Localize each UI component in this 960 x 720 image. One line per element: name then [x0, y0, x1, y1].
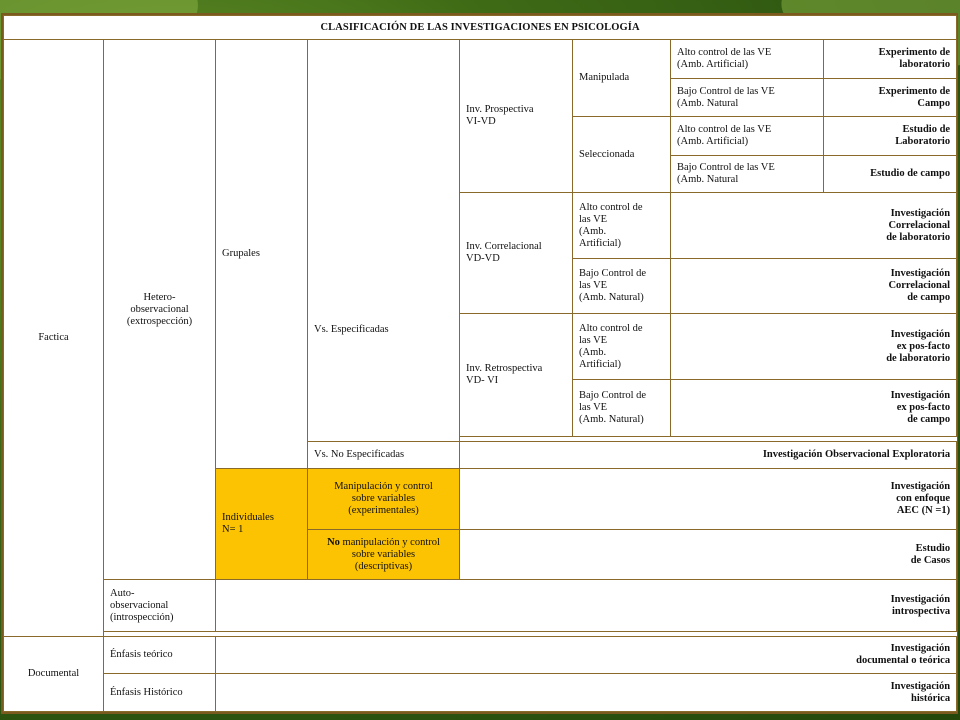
control-corr-bajo: Bajo Control de las VE (Amb. Natural) [573, 259, 671, 314]
result-observacional-exploratoria: Investigación Observacional Exploratoria [460, 442, 957, 469]
classification-table-frame [1, 13, 958, 714]
category-enfasis-teorico: Énfasis teórico [104, 637, 216, 674]
category-vs-no-especificadas: Vs. No Especificadas [308, 442, 460, 469]
control-alto-artificial: Alto control de las VE (Amb. Artificial) [671, 40, 824, 79]
control-corr-alto: Alto control de las VE (Amb. Artificial) [573, 193, 671, 259]
category-individuales: Individuales N= 1 [216, 469, 308, 580]
result-experimento-laboratorio: Experimento de laboratorio [824, 40, 957, 79]
category-enfasis-historico: Énfasis Histórico [104, 674, 216, 712]
result-expos-laboratorio: Investigación ex pos-facto de laboratorio [671, 314, 957, 380]
category-hetero-observacional: Hetero- observacional (extrospección) [104, 40, 216, 580]
control-retro-bajo: Bajo Control de las VE (Amb. Natural) [573, 380, 671, 437]
inv-correlacional: Inv. Correlacional VD-VD [460, 193, 573, 314]
result-estudio-campo: Estudio de campo [824, 156, 957, 193]
control-retro-alto: Alto control de las VE (Amb. Artificial) [573, 314, 671, 380]
result-enfoque-aec: Investigación con enfoque AEC (N =1) [460, 469, 957, 530]
inv-retrospectiva: Inv. Retrospectiva VD- VI [460, 314, 573, 437]
category-documental: Documental [4, 637, 104, 712]
table-title: CLASIFICACIÓN DE LAS INVESTIGACIONES EN PSICOLOGÍA [4, 16, 957, 40]
inv-prospectiva: Inv. Prospectiva VI-VD [460, 40, 573, 193]
result-expos-campo: Investigación ex pos-facto de campo [671, 380, 957, 437]
result-correlacional-campo: Investigación Correlacional de campo [671, 259, 957, 314]
category-no-manipulacion: No manipulación y control sobre variables (descriptivas) [308, 530, 460, 580]
control-bajo-natural-2: Bajo Control de las VE (Amb. Natural [671, 156, 824, 193]
category-factica: Factica [4, 40, 104, 637]
var-seleccionada: Seleccionada [573, 117, 671, 193]
result-estudio-casos: Estudio de Casos [460, 530, 957, 580]
control-bajo-natural: Bajo Control de las VE (Amb. Natural [671, 79, 824, 117]
result-documental-teorica: Investigación documental o teórica [216, 637, 957, 674]
category-manipulacion-control: Manipulación y control sobre variables (experimentales) [308, 469, 460, 530]
var-manipulada: Manipulada [573, 40, 671, 117]
category-grupales: Grupales [216, 40, 308, 469]
result-introspectiva: Investigación introspectiva [216, 580, 957, 632]
result-experimento-campo: Experimento de Campo [824, 79, 957, 117]
result-estudio-laboratorio: Estudio de Laboratorio [824, 117, 957, 156]
result-correlacional-laboratorio: Investigación Correlacional de laboratorio [671, 193, 957, 259]
category-vs-especificadas: Vs. Especificadas [308, 40, 460, 442]
category-auto-observacional: Auto- observacional (introspección) [104, 580, 216, 632]
control-alto-artificial-2: Alto control de las VE (Amb. Artificial) [671, 117, 824, 156]
classification-table [3, 15, 957, 712]
result-historica: Investigación histórica [216, 674, 957, 712]
